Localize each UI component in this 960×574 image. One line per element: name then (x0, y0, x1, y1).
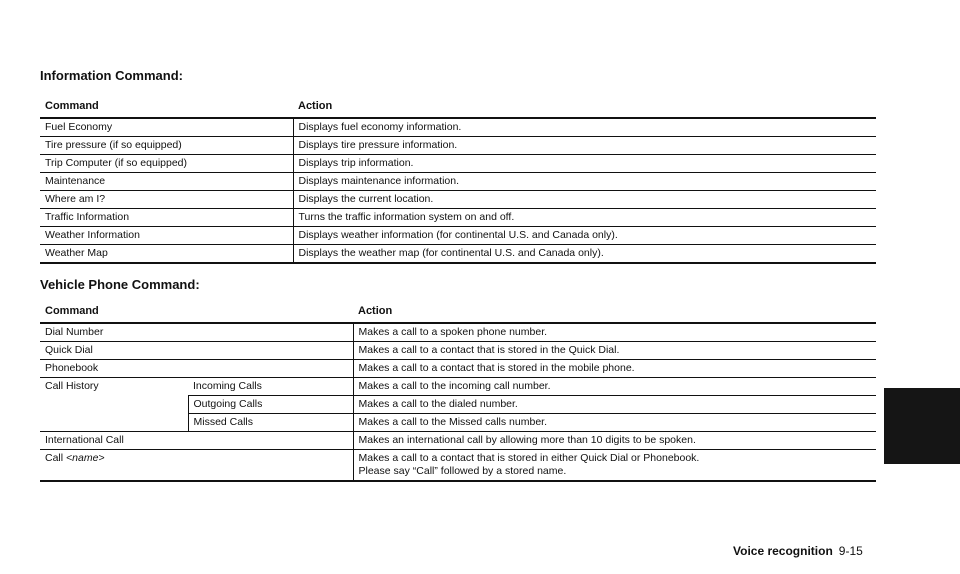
table-row (40, 227, 876, 245)
command-column-header: Command (40, 301, 353, 323)
page-number: 9-15 (838, 544, 863, 558)
action-cell: Displays the weather map (for continental U.S. and Canada only). (293, 245, 876, 264)
action-cell: Makes a call to the incoming call number. (353, 378, 876, 396)
information-command-table (40, 96, 876, 264)
action-cell: Makes a call to a spoken phone number. (353, 323, 876, 342)
action-column-header: Action (353, 301, 876, 323)
sub-command-cell: Incoming Calls (188, 378, 353, 396)
vehicle-phone-command-table (40, 301, 876, 482)
page-footer (733, 544, 863, 558)
command-cell: Maintenance (40, 173, 293, 191)
table-row (40, 450, 876, 482)
action-cell: Displays trip information. (293, 155, 876, 173)
table-row (40, 191, 876, 209)
footer-section-title: Voice recognition (733, 544, 833, 558)
table-row (40, 173, 876, 191)
table-row (40, 209, 876, 227)
call-command-name-placeholder: <name> (66, 452, 105, 464)
action-line: Makes a call to a contact that is stored in either Quick Dial or Phonebook. (358, 452, 700, 464)
command-cell: Dial Number (40, 323, 353, 342)
action-cell (353, 450, 876, 482)
table-row (40, 432, 876, 450)
call-command-prefix: Call (45, 452, 64, 464)
command-cell: Traffic Information (40, 209, 293, 227)
command-cell: Quick Dial (40, 342, 353, 360)
command-cell: Weather Map (40, 245, 293, 264)
action-cell: Turns the traffic information system on and off. (293, 209, 876, 227)
action-cell: Makes a call to a contact that is stored in the Quick Dial. (353, 342, 876, 360)
command-cell: Where am I? (40, 191, 293, 209)
action-cell: Displays the current location. (293, 191, 876, 209)
sub-command-cell: Missed Calls (188, 414, 353, 432)
table-row (40, 245, 876, 264)
table-row (40, 342, 876, 360)
command-cell-call-history: Call History (40, 378, 188, 432)
action-cell: Displays tire pressure information. (293, 137, 876, 155)
table-row (40, 323, 876, 342)
vehicle-phone-command-heading: Vehicle Phone Command: (40, 277, 200, 292)
sub-command-cell: Outgoing Calls (188, 396, 353, 414)
table-header-row (40, 96, 876, 118)
action-cell: Makes an international call by allowing more than 10 digits to be spoken. (353, 432, 876, 450)
table-row (40, 378, 876, 396)
action-cell: Displays weather information (for continental U.S. and Canada only). (293, 227, 876, 245)
table-row (40, 137, 876, 155)
table-row (40, 155, 876, 173)
command-column-header: Command (40, 96, 293, 118)
action-cell: Displays fuel economy information. (293, 118, 876, 137)
information-command-heading: Information Command: (40, 68, 183, 83)
action-cell: Displays maintenance information. (293, 173, 876, 191)
command-cell: Tire pressure (if so equipped) (40, 137, 293, 155)
table-row (40, 118, 876, 137)
command-cell: Phonebook (40, 360, 353, 378)
action-cell: Makes a call to the dialed number. (353, 396, 876, 414)
action-column-header: Action (293, 96, 876, 118)
action-cell: Makes a call to the Missed calls number. (353, 414, 876, 432)
command-cell: Fuel Economy (40, 118, 293, 137)
command-cell: International Call (40, 432, 353, 450)
action-cell: Makes a call to a contact that is stored in the mobile phone. (353, 360, 876, 378)
command-cell (40, 450, 353, 482)
table-header-row (40, 301, 876, 323)
command-cell: Weather Information (40, 227, 293, 245)
section-thumb-tab (884, 388, 960, 464)
action-line: Please say “Call” followed by a stored name. (358, 465, 567, 477)
table-row (40, 360, 876, 378)
command-cell: Trip Computer (if so equipped) (40, 155, 293, 173)
